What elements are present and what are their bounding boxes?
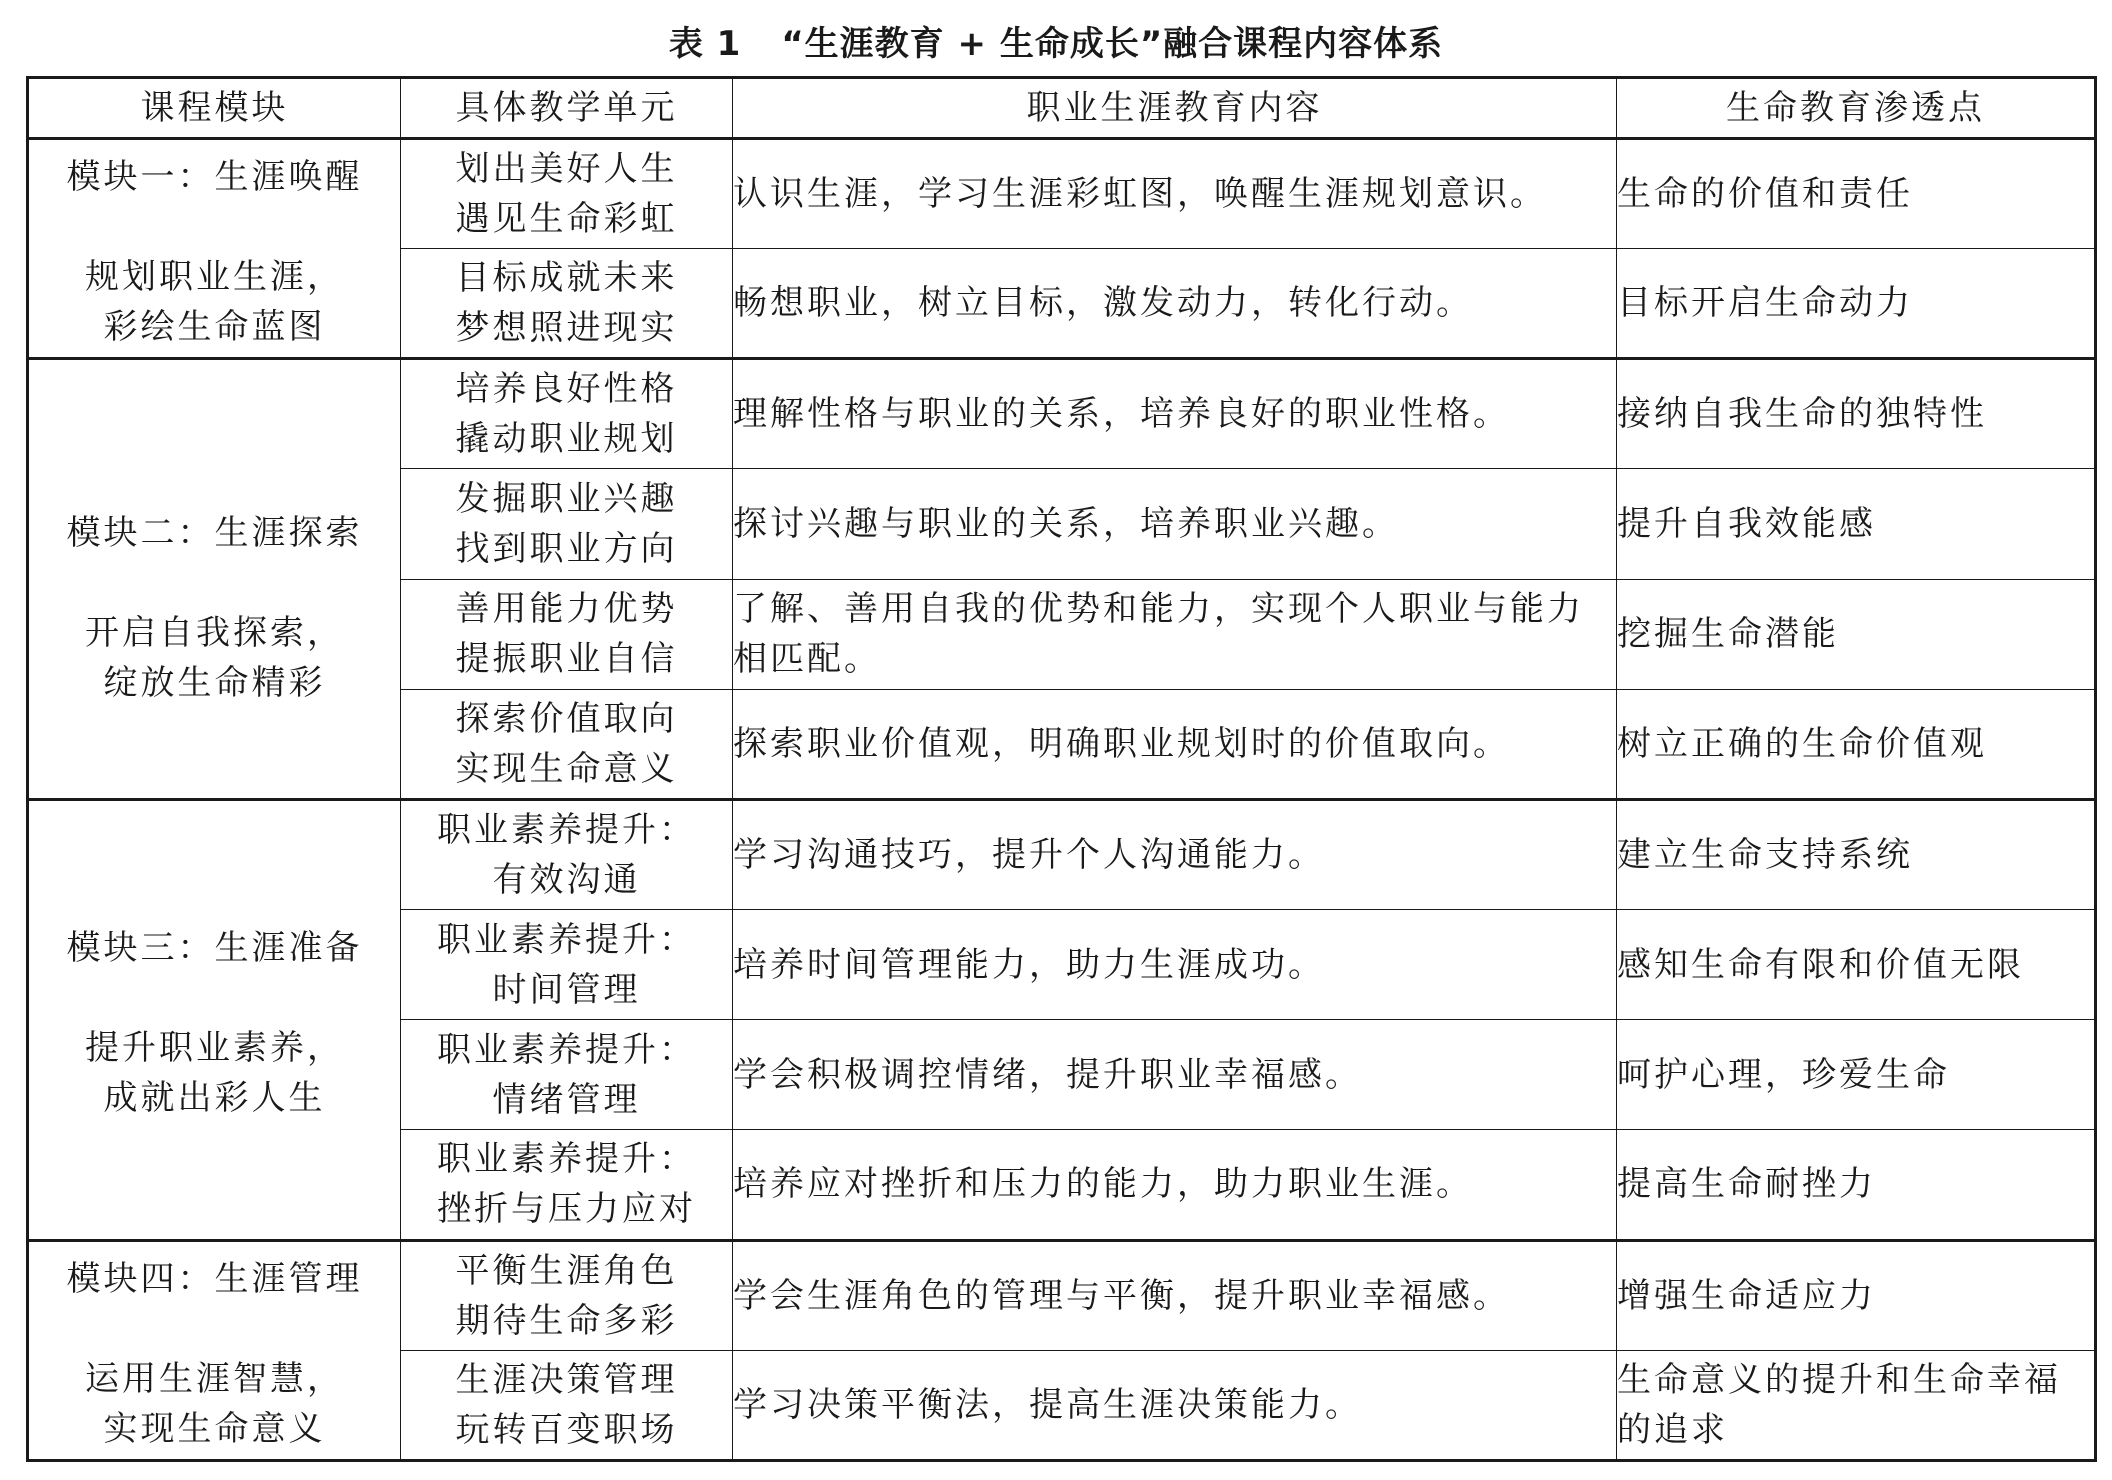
unit-cell (401, 799, 733, 909)
module-cell-1 (28, 139, 401, 359)
career-content-cell: 学习沟通技巧，提升个人沟通能力。 (733, 799, 1617, 909)
header-module: 课程模块 (28, 78, 401, 139)
unit-line1: 发掘职业兴趣 (455, 479, 678, 520)
table-caption (0, 14, 2112, 74)
unit-cell (401, 469, 733, 579)
unit-line2: 有效沟通 (492, 860, 641, 901)
career-content-cell: 畅想职业，树立目标，激发动力，转化行动。 (733, 249, 1617, 359)
table-number: 表 1 (668, 24, 742, 64)
header-life-point: 生命教育渗透点 (1617, 78, 2096, 139)
career-content-cell: 培养应对挫折和压力的能力，助力职业生涯。 (733, 1130, 1617, 1240)
module-subtitle-line2: 彩绘生命蓝图 (103, 307, 326, 347)
career-content-cell: 学习决策平衡法，提高生涯决策能力。 (733, 1350, 1617, 1460)
table-row (28, 1240, 2096, 1350)
header-row (28, 78, 2096, 139)
header-unit: 具体教学单元 (401, 78, 733, 139)
unit-line1: 生涯决策管理 (455, 1359, 678, 1400)
unit-line2: 挫折与压力应对 (437, 1189, 696, 1230)
table-row (28, 139, 2096, 249)
unit-line1: 目标成就未来 (455, 258, 678, 299)
unit-cell (401, 1130, 733, 1240)
unit-cell (401, 1350, 733, 1460)
life-point-cell: 生命意义的提升和生命幸福的追求 (1617, 1350, 2096, 1460)
unit-line2: 遇见生命彩虹 (455, 199, 678, 240)
unit-line1: 职业素养提升： (437, 1029, 696, 1070)
module-cell-3 (28, 799, 401, 1240)
unit-line2: 时间管理 (492, 969, 641, 1010)
unit-line2: 玩转百变职场 (455, 1409, 678, 1450)
module-subtitle-line1: 规划职业生涯， (85, 257, 344, 297)
life-point-cell: 提高生命耐挫力 (1617, 1130, 2096, 1240)
course-content-table (26, 76, 2097, 1462)
life-point-cell: 提升自我效能感 (1617, 469, 2096, 579)
unit-line1: 职业素养提升： (437, 1139, 696, 1180)
unit-line1: 善用能力优势 (455, 589, 678, 630)
career-content-cell: 培养时间管理能力，助力生涯成功。 (733, 910, 1617, 1020)
unit-line1: 职业素养提升： (437, 919, 696, 960)
module-name: 模块二：生涯探索 (66, 513, 363, 554)
career-content-cell: 学会生涯角色的管理与平衡，提升职业幸福感。 (733, 1240, 1617, 1350)
career-content-cell: 学会积极调控情绪，提升职业幸福感。 (733, 1020, 1617, 1130)
life-point-cell: 树立正确的生命价值观 (1617, 689, 2096, 799)
module-name: 模块一：生涯唤醒 (66, 157, 363, 197)
life-point-cell: 挖掘生命潜能 (1617, 579, 2096, 689)
module-name: 模块四：生涯管理 (66, 1258, 363, 1299)
unit-cell (401, 689, 733, 799)
module-subtitle-line2: 成就出彩人生 (103, 1077, 326, 1118)
unit-cell (401, 359, 733, 469)
table-title: “生涯教育 + 生命成长”融合课程内容体系 (781, 24, 1444, 64)
unit-line2: 实现生命意义 (455, 748, 678, 789)
unit-line1: 划出美好人生 (455, 149, 678, 190)
unit-line1: 探索价值取向 (455, 698, 678, 739)
life-point-cell: 感知生命有限和价值无限 (1617, 910, 2096, 1020)
module-name: 模块三：生涯准备 (66, 927, 363, 968)
table-row (28, 359, 2096, 469)
module-cell-4 (28, 1240, 401, 1460)
unit-cell (401, 249, 733, 359)
unit-line2: 撬动职业规划 (455, 419, 678, 460)
module-cell-2 (28, 359, 401, 800)
unit-cell (401, 1020, 733, 1130)
unit-line2: 提振职业自信 (455, 639, 678, 680)
unit-cell (401, 579, 733, 689)
life-point-cell: 接纳自我生命的独特性 (1617, 359, 2096, 469)
career-content-cell: 了解、善用自我的优势和能力，实现个人职业与能力相匹配。 (733, 579, 1617, 689)
module-subtitle-line2: 实现生命意义 (103, 1408, 326, 1449)
life-point-cell: 目标开启生命动力 (1617, 249, 2096, 359)
unit-cell (401, 910, 733, 1020)
career-content-cell: 理解性格与职业的关系，培养良好的职业性格。 (733, 359, 1617, 469)
life-point-cell: 建立生命支持系统 (1617, 799, 2096, 909)
life-point-cell: 呵护心理，珍爱生命 (1617, 1020, 2096, 1130)
unit-line1: 平衡生涯角色 (455, 1250, 678, 1291)
module-subtitle-line1: 运用生涯智慧， (85, 1358, 344, 1399)
life-point-cell: 生命的价值和责任 (1617, 139, 2096, 249)
module-subtitle-line1: 提升职业素养， (85, 1027, 344, 1068)
unit-line2: 期待生命多彩 (455, 1300, 678, 1341)
unit-line2: 找到职业方向 (455, 529, 678, 570)
header-career-content: 职业生涯教育内容 (733, 78, 1617, 139)
unit-line2: 梦想照进现实 (455, 308, 678, 349)
career-content-cell: 探索职业价值观，明确职业规划时的价值取向。 (733, 689, 1617, 799)
unit-line1: 培养良好性格 (455, 369, 678, 410)
table-row (28, 799, 2096, 909)
unit-line2: 情绪管理 (492, 1079, 641, 1120)
life-point-cell: 增强生命适应力 (1617, 1240, 2096, 1350)
module-subtitle-line1: 开启自我探索， (85, 613, 344, 654)
unit-cell (401, 139, 733, 249)
module-subtitle-line2: 绽放生命精彩 (103, 663, 326, 704)
unit-line1: 职业素养提升： (437, 810, 696, 851)
career-content-cell: 探讨兴趣与职业的关系，培养职业兴趣。 (733, 469, 1617, 579)
unit-cell (401, 1240, 733, 1350)
career-content-cell: 认识生涯，学习生涯彩虹图，唤醒生涯规划意识。 (733, 139, 1617, 249)
